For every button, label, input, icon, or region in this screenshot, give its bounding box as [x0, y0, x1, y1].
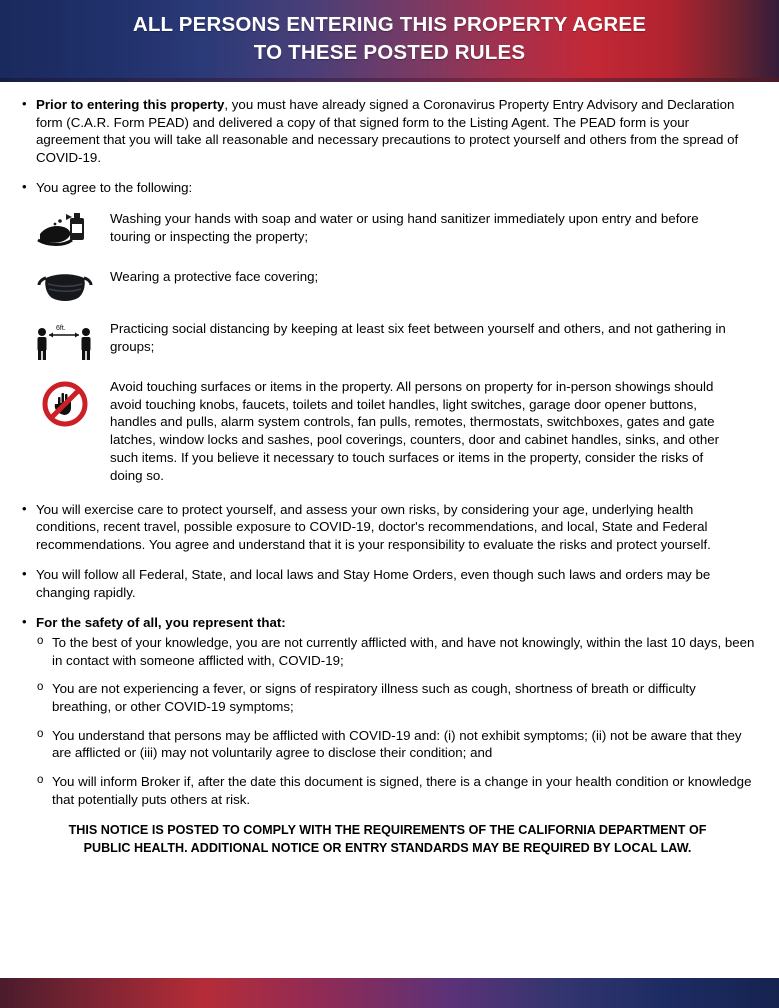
social-distancing-icon-svg [33, 322, 97, 362]
icon-rule-text: Wearing a protective face covering; [110, 268, 319, 284]
no-touching-icon [20, 378, 110, 428]
sub-list-item: o You will inform Broker if, after the date this document is signed, there is a change in your health condition or knowledge that potentially puts others at risk. [36, 773, 755, 808]
main-bullet-list-continued [20, 501, 755, 809]
icon-rule-row [20, 320, 755, 362]
header-banner [0, 0, 779, 78]
icon-rule-list [20, 210, 755, 485]
bullet-item-follow-laws [20, 566, 755, 601]
page-title-line1: ALL PERSONS ENTERING THIS PROPERTY AGREE [132, 13, 647, 37]
bullet-item-pead [20, 96, 755, 166]
page-title [133, 11, 646, 66]
social-distancing-icon [20, 320, 110, 362]
compliance-footer-line1: THIS NOTICE IS POSTED TO COMPLY WITH THE REQUIREMENTS OF THE CALIFORNIA DEPARTMENT OF [68, 823, 707, 838]
icon-rule-text: Practicing social distancing by keeping at least six feet between yourself and others, and not gathering in groups; [110, 320, 726, 354]
notice-body [0, 82, 779, 858]
bullet-item-follow-laws-text: You will follow all Federal, State, and local laws and Stay Home Orders, even though such laws and orders may be changing rapidly. [36, 567, 711, 600]
sub-list-item: o You are not experiencing a fever, or signs of respiratory illness such as cough, shortness of breath or difficulty breathing, or other COVID-19 symptoms; [36, 680, 755, 715]
bullet-item-representations [20, 614, 755, 808]
icon-rule-row [20, 268, 755, 304]
hand-sanitizer-icon-svg [36, 212, 94, 252]
sub-list-item: o You understand that persons may be afflicted with COVID-19 and: (i) not exhibit symptoms; (ii) not be aware that they are afflicted or (iii) may not voluntarily agree to disclose their condition; and [36, 727, 755, 762]
icon-rule-row [20, 378, 755, 485]
bullet-item-pead-rest: , you must have already signed a Coronavirus Property Entry Advisory and Declaration form (C.A.R. Form PEAD) and delivered a copy of that signed form to the Listing Agent. The PEAD form is your agreement that you will take all reasonable and necessary precautions to protect yourself and others from the spread of COVID-19. [36, 97, 739, 165]
representations-sub-list [36, 634, 755, 808]
compliance-footer [20, 822, 755, 857]
bullet-item-exercise-care [20, 501, 755, 554]
compliance-footer-line2: PUBLIC HEALTH. ADDITIONAL NOTICE OR ENTRY STANDARDS MAY BE REQUIRED BY LOCAL LAW. [83, 840, 692, 855]
bullet-item-representations-lead: For the safety of all, you represent that: [36, 615, 286, 631]
icon-rule-text: Washing your hands with soap and water or using hand sanitizer immediately upon entry and before touring or inspecting the property; [110, 210, 699, 244]
bullet-item-agree-intro-text: You agree to the following: [36, 180, 193, 196]
sub-list-item: o To the best of your knowledge, you are not currently afflicted with, and have not knowingly, within the last 10 days, been in contact with someone afflicted with, COVID-19; [36, 634, 755, 669]
footer-banner [0, 978, 779, 1008]
main-bullet-list [20, 96, 755, 197]
bullet-item-pead-lead: Prior to entering this property [36, 97, 225, 112]
no-touching-icon-svg [41, 380, 89, 428]
icon-rule-row [20, 210, 755, 252]
page-title-line2: TO THESE POSTED RULES [253, 41, 526, 64]
face-mask-icon-svg [36, 270, 94, 304]
bullet-item-agree-intro [20, 179, 755, 197]
hand-sanitizer-icon [20, 210, 110, 252]
bullet-item-exercise-care-text: You will exercise care to protect yourself, and assess your own risks, by considering your age, underlying health conditions, recent travel, possible exposure to COVID-19, doctor's recommendations, and local, State and Federal recommendations. You agree and understand that it is your responsibility to evaluate the risks and protect yourself. [36, 501, 711, 552]
face-mask-icon [20, 268, 110, 304]
icon-rule-text: Avoid touching surfaces or items in the property. All persons on property for in-person showings should avoid touching knobs, faucets, toilets and toilet handles, light switches, garage door opener buttons, handles and pulls, alarm system controls, fan pulls, remotes, thermostats, switchboxes, gates and gate latches, window locks and sashes, pool coverings, counters, door and cabinet handles, sinks, and other such items. If you believe it necessary to touch surfaces or items in the property, consider the risks of doing so. [110, 378, 720, 483]
svg-text:6ft.: 6ft. [56, 324, 66, 332]
